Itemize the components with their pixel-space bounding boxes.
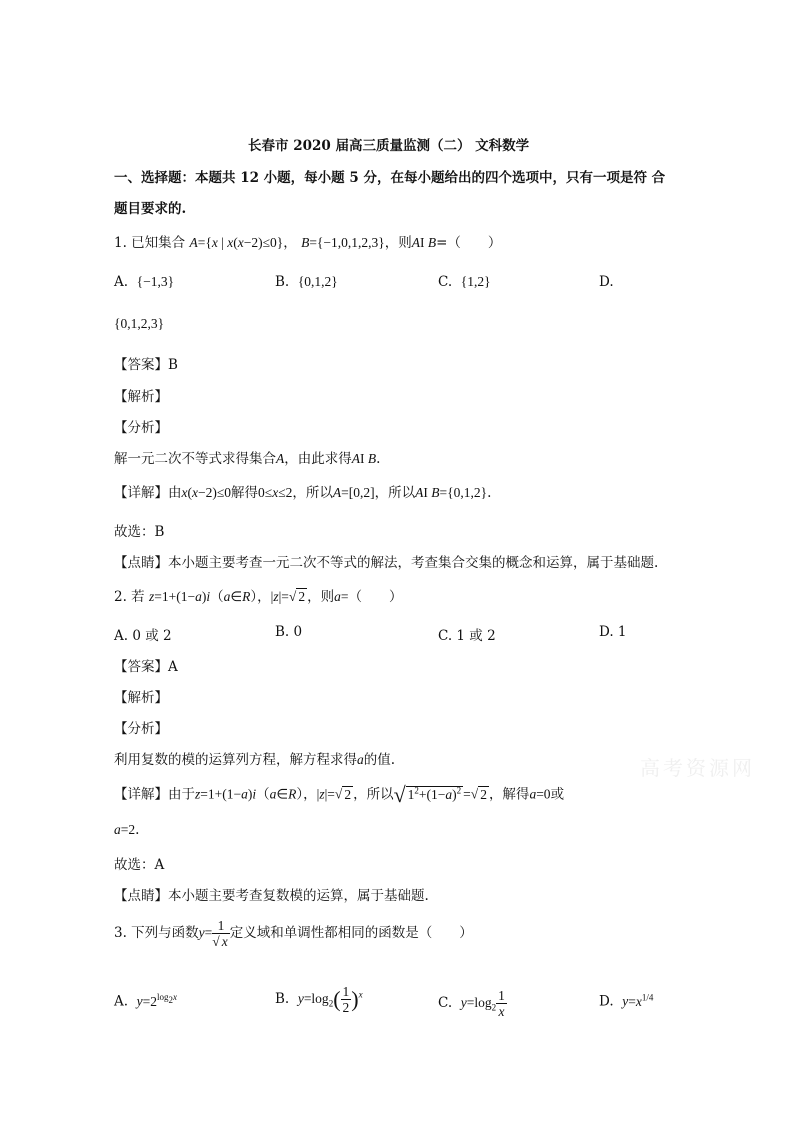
q1-stem: 1. 已知集合 A={x | x(x−2)≤0}， B={−1,0,1,2,3}，则AI B=（ ） [114,235,502,251]
q2-option-a: A. 0 或 2 [114,628,172,644]
q2-option-c: C. 1 或 2 [438,628,496,644]
q1-option-d: D. [599,274,614,290]
watermark: 高考资源网 [640,756,755,780]
q1-fenxi-text: 解一元二次不等式求得集合A，由此求得AI B. [114,451,381,467]
q1-dianjing: 【点睛】本小题主要考查一元二次不等式的解法，考查集合交集的概念和运算，属于基础题. [114,555,659,571]
q1-option-c: C. {1,2} [438,274,491,290]
q1-option-b: B. {0,1,2} [275,274,338,290]
q1-fenxi: 【分析】 [114,420,168,436]
section-heading-line1: 一、选择题：本题共 12 小题，每小题 5 分，在每小题给出的四个选项中，只有一项是符 合 [114,170,666,186]
q2-fenxi-text: 利用复数的模的运算列方程，解方程求得a的值. [114,752,396,768]
q2-detail-cont: a=2. [114,822,140,838]
q2-dianjing: 【点睛】本小题主要考查复数模的运算，属于基础题. [114,888,429,904]
q2-choice: 故选：A [114,857,165,873]
q2-detail: 【详解】由于z=1+(1−a)i（a∈R），|z|=√ 2 ，所以√ $1^2+(1-a)^2$ =√ 2 ，解得a=0或 [114,782,565,807]
q2-fenxi: 【分析】 [114,721,168,737]
q2-option-b: B. 0 [275,624,303,640]
q2-option-d: D. 1 [599,624,627,640]
q3-stem: 3. 下列与函数y= $\frac{1}{√ x}$ 定义域和单调性都相同的函数是（ ） [114,918,473,949]
q1-jiexi: 【解析】 [114,389,168,405]
section-heading-line2: 题目要求的. [114,201,187,217]
q3-option-d: D. $y=x^{1/4}$ [599,992,654,1010]
q3-option-a: A. $y=2^{log_2x}$ [114,992,178,1010]
q1-option-a: A. {−1,3} [114,274,175,290]
q2-answer: 【答案】A [114,659,178,675]
q1-choice: 故选：B [114,524,165,540]
q1-detail: 【详解】由x(x−2)≤0解得0≤x≤2，所以A=[0,2]，所以AI B={0,1,2}. [114,485,492,501]
page-title: 长春市 2020 届高三质量监测（二） 文科数学 [248,138,530,154]
q2-jiexi: 【解析】 [114,690,168,706]
q3-option-b: B. $y=\log_2$( $\frac{1}{2}$ )$^x$ [275,984,363,1015]
q2-stem: 2. 若 z=1+(1−a)i（a∈R），|z|=√ 2 ，则a=（ ） [114,589,403,605]
q3-option-c: C. $y=\log_2$ $\frac{1}{x}$ [438,988,505,1019]
q1-answer: 【答案】B [114,357,178,373]
q1-option-d-value: {0,1,2,3} [114,316,165,331]
